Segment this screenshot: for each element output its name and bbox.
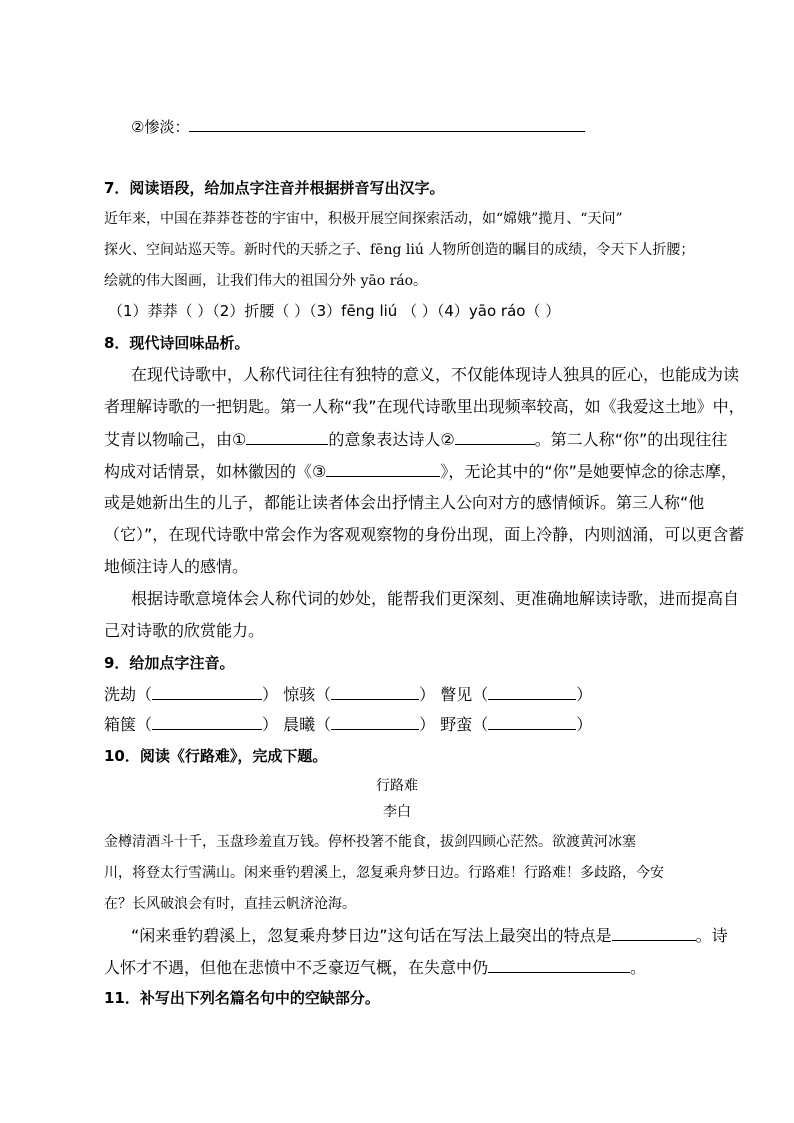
q8-line-3b: 的意象表达诗人② [328,430,455,449]
answer-blank[interactable] [488,957,630,973]
q8-line-2: 者理解诗歌的一把钥匙。第一人称“我”在现代诗歌里出现频率较高，如《我爱这土地》中， [104,397,745,416]
poem-line-3: 在？长风破浪会有时，直挂云帆济沧海。 [104,896,356,912]
q10-question-2-end: 。 [630,958,647,977]
q9-row-1 [104,684,592,705]
answer-blank[interactable] [488,714,576,730]
answer-blank-2[interactable] [455,429,535,445]
q8-line-4b: 》，无论其中的“你”是她要悼念的徐志摩， [440,462,737,481]
q10-question-1-text: “闲来垂钓碧溪上，忽复乘舟梦日边”这句话在写法上最突出的特点是 [131,926,612,945]
q9-word-5: ） 晨曦（ [262,715,332,734]
q8-line-5: 或是她新出生的儿子，都能让读者体会出抒情主人公向对方的感情倾诉。第三人称“他 [104,493,705,512]
q8-line-3a: 艾青以物喻己，由① [104,430,247,449]
answer-blank[interactable] [331,684,419,700]
poem-line-1: 金樽清酒斗十千，玉盘珍羞直万钱。停杯投箸不能食，拔剑四顾心茫然。欲渡黄河冰塞 [104,834,636,850]
answer-blank[interactable] [152,684,262,700]
q9-row1-close: ） [576,685,593,704]
q10-question-line-2 [104,957,646,978]
q9-word-3: ） 瞥见（ [419,685,489,704]
question-8-title: 8．现代诗回味品析。 [104,334,250,352]
question-11-title: 11．补写出下列名篇名句中的空缺部分。 [104,989,380,1007]
q10-question-1-end: 。诗 [695,926,728,945]
answer-blank[interactable] [331,714,419,730]
question-9-title: 9．给加点字注音。 [104,654,235,672]
q9-row-2 [104,714,592,735]
q7-passage-line-1: 近年来，中国在莽莽苍苍的宇宙中，积极开展空间探索活动，如“嫦娥”揽月、“天问” [104,211,623,227]
word-item-2 [131,116,585,137]
q8-line-1: 在现代诗歌中，人称代词往往有独特的意义，不仅能体现诗人独具的匠心，也能成为读 [131,365,740,384]
q8-line-3c: 。第二人称“你”的出现往往 [534,430,728,449]
word-item-2-label: ②惨淡： [131,118,190,136]
q8-line-6: （它）”，在现代诗歌中常会作为客观观察物的身份出现，面上冷静，内则汹涌，可以更含蓄 [104,525,745,544]
poem-line-2: 川，将登太行雪满山。闲来垂钓碧溪上，忽复乘舟梦日边。行路难！行路难！多歧路，今安 [104,865,664,881]
q9-word-4: 箱箧（ [104,715,153,734]
q9-word-6: ） 野蛮（ [419,715,489,734]
q7-passage-line-3: 绘就的伟大图画，让我们伟大的祖国分外 yāo ráo。 [104,273,428,289]
q8-line-4 [104,461,737,482]
answer-blank[interactable] [612,925,696,941]
q10-question-2-text: 人怀才不遇，但他在悲愤中不乏豪迈气概，在失意中仍 [104,958,489,977]
question-10-title: 10．阅读《行路难》，完成下题。 [104,747,328,765]
answer-blank-1[interactable] [246,429,328,445]
q9-word-2: ） 惊骇（ [262,685,332,704]
poem-title: 行路难 [376,778,418,794]
q8-line-4a: 构成对话情景，如林徽因的《③ [104,462,327,481]
q8-line-8: 根据诗歌意境体会人称代词的妙处，能帮我们更深刻、更准确地解读诗歌，进而提高自 [131,589,740,608]
q8-line-9: 己对诗歌的欣赏能力。 [104,621,265,640]
q7-answer-row: （1）莽莽（ ）（2）折腰（ ）（3）fēng liú （ ）（4）yāo ráo（ ） [108,302,561,320]
q9-row2-close: ） [576,715,593,734]
answer-blank[interactable] [189,116,585,132]
q8-line-3 [104,429,727,450]
question-7-title: 7．阅读语段，给加点字注音并根据拼音写出汉字。 [104,179,445,197]
answer-blank[interactable] [488,684,576,700]
answer-blank[interactable] [152,714,262,730]
q8-line-7: 地倾注诗人的感情。 [104,557,249,576]
q10-question-line-1 [131,925,728,946]
q9-word-1: 洗劫（ [104,685,153,704]
answer-blank-3[interactable] [326,461,440,477]
poem-author: 李白 [383,804,411,820]
q7-passage-line-2: 探火、空间站巡天等。新时代的天骄之子、fēng liú 人物所创造的瞩目的成绩，令天下人折腰； [104,242,695,258]
